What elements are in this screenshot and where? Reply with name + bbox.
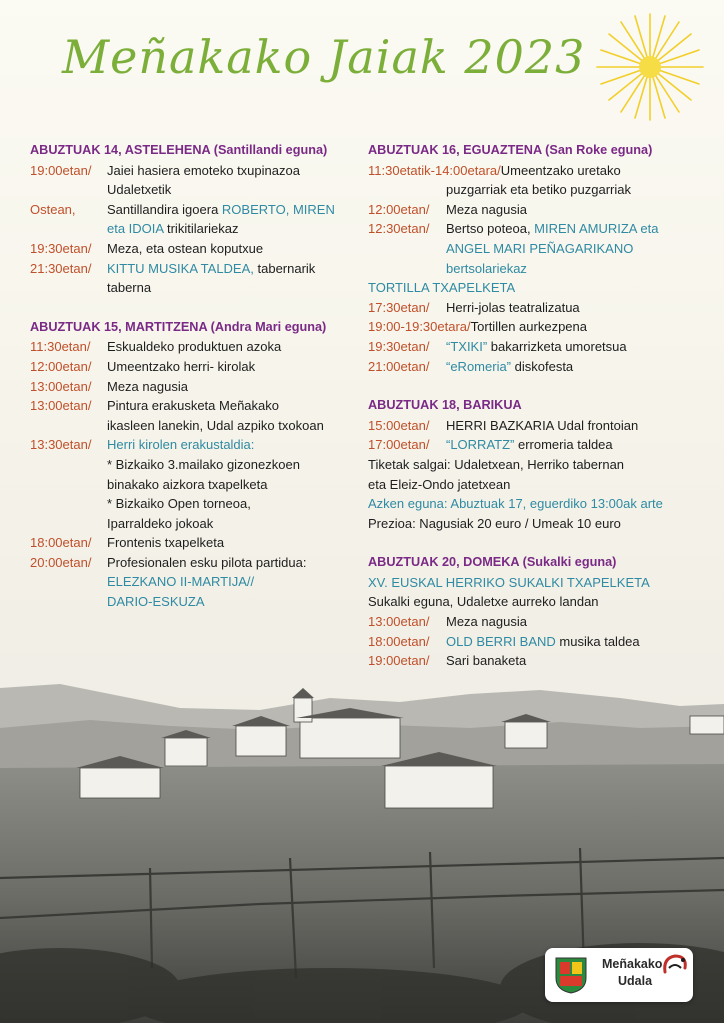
day-header-18: ABUZTUAK 18, BARIKUA bbox=[368, 398, 522, 413]
event-time: 12:30etan/ bbox=[368, 221, 430, 237]
event-row bbox=[30, 377, 360, 397]
event-desc: OLD BERRI BAND musika taldea bbox=[446, 633, 640, 649]
event-row bbox=[368, 337, 713, 357]
event-desc: Frontenis txapelketa bbox=[107, 535, 225, 551]
event-row bbox=[368, 612, 713, 632]
event-time: 13:00etan/ bbox=[30, 398, 92, 414]
event-row bbox=[368, 317, 713, 337]
event-desc: Profesionalen esku pilota partidua: bbox=[107, 554, 307, 570]
event-subheading: XV. EUSKAL HERRIKO SUKALKI TXAPELKETA bbox=[368, 574, 650, 590]
event-row bbox=[30, 259, 360, 279]
event-desc: Sari banaketa bbox=[446, 653, 527, 669]
event-row bbox=[30, 396, 360, 416]
program-left-column bbox=[30, 141, 360, 612]
event-desc-cont: taberna bbox=[107, 280, 152, 296]
event-desc-cont: bertsolariekaz bbox=[446, 260, 527, 276]
ticket-deadline: Azken eguna: Abuztuak 17, eguerdiko 13:00ak arte bbox=[368, 496, 663, 512]
event-row bbox=[30, 161, 360, 181]
event-desc: Meza nagusia bbox=[446, 614, 527, 630]
event-desc-cont: ANGEL MARI PEÑAGARIKANO bbox=[446, 240, 634, 256]
event-desc-cont: DARIO-ESKUZA bbox=[107, 594, 205, 610]
ticket-price: Prezioa: Nagusiak 20 euro / Umeak 10 euro bbox=[368, 515, 621, 531]
event-time: 21:00etan/ bbox=[368, 358, 430, 374]
event-desc: Umeentzako herri- kirolak bbox=[107, 358, 256, 374]
event-time: 18:00etan/ bbox=[368, 633, 430, 649]
event-row bbox=[368, 161, 713, 181]
event-desc: Umeentzako uretako bbox=[500, 162, 621, 178]
event-time: 12:00etan/ bbox=[30, 358, 92, 374]
event-row bbox=[368, 632, 713, 652]
event-desc: “LORRATZ” erromeria taldea bbox=[446, 437, 613, 453]
event-time: 19:00etan/ bbox=[30, 162, 92, 178]
shield-icon bbox=[554, 956, 588, 994]
event-row bbox=[368, 298, 713, 318]
event-time: 13:00etan/ bbox=[368, 614, 430, 630]
event-desc: Herri kirolen erakustaldia: bbox=[107, 437, 255, 453]
event-row bbox=[30, 357, 360, 377]
poster-title: Meñakako Jaiak 2023 bbox=[62, 30, 586, 84]
logo-name: Meñakako bbox=[602, 957, 663, 971]
day-header-16: ABUZTUAK 16, EGUAZTENA (San Roke eguna) bbox=[368, 143, 653, 157]
event-desc-cont: Iparraldeko jokoak bbox=[107, 515, 214, 531]
event-desc: Santillandira igoera ROBERTO, MIREN bbox=[107, 201, 335, 217]
event-time: 19:30etan/ bbox=[30, 240, 92, 256]
event-desc-cont: ikasleen lanekin, Udal azpiko txokoan bbox=[107, 417, 324, 433]
event-row bbox=[368, 219, 713, 239]
event-time: 11:30etan/ bbox=[30, 339, 91, 355]
event-time: 19:00-19:30etara/ bbox=[368, 319, 471, 335]
event-time: 17:30etan/ bbox=[368, 299, 430, 315]
logo-subtitle: Udala bbox=[618, 974, 653, 988]
day-header-15: ABUZTUAK 15, MARTITZENA (Andra Mari eguna) bbox=[30, 319, 327, 334]
program-right-column bbox=[368, 141, 713, 671]
event-row bbox=[368, 435, 713, 455]
event-desc-cont: * Bizkaiko Open torneoa, bbox=[107, 496, 251, 512]
event-time: 19:00etan/ bbox=[368, 653, 430, 669]
event-desc: Meza nagusia bbox=[446, 201, 527, 217]
event-row bbox=[30, 337, 360, 357]
day-header-20: ABUZTUAK 20, DOMEKA (Sukalki eguna) bbox=[368, 555, 617, 570]
event-row bbox=[368, 416, 713, 436]
event-time: 21:30etan/ bbox=[30, 260, 92, 276]
event-time: 12:00etan/ bbox=[368, 201, 430, 217]
event-desc: HERRI BAZKARIA Udal frontoian bbox=[446, 417, 639, 433]
event-row bbox=[368, 200, 713, 220]
event-time: 19:30etan/ bbox=[368, 338, 430, 354]
municipality-logo bbox=[545, 948, 693, 1002]
event-desc: KITTU MUSIKA TALDEA, tabernarik bbox=[107, 260, 316, 276]
event-row bbox=[368, 357, 713, 377]
event-row bbox=[30, 553, 360, 573]
event-desc: Jaiei hasiera emoteko txupinazoa bbox=[107, 162, 300, 178]
event-desc: Meza, eta ostean koputxue bbox=[107, 240, 264, 256]
event-time: 15:00etan/ bbox=[368, 417, 430, 433]
event-time: 11:30etatik-14:00etara/ bbox=[368, 162, 501, 178]
event-time: 13:00etan/ bbox=[30, 378, 92, 394]
event-time: Ostean, bbox=[30, 201, 76, 217]
event-desc-cont: * Bizkaiko 3.mailako gizonezkoen bbox=[107, 456, 300, 472]
event-desc: Meza nagusia bbox=[107, 378, 188, 394]
event-desc-cont: binakako aizkora txapelketa bbox=[107, 476, 268, 492]
event-desc: “eRomeria” diskofesta bbox=[446, 358, 574, 374]
event-desc-cont: Udaletxetik bbox=[107, 182, 172, 198]
event-desc-cont: ELEZKANO II-MARTIJA// bbox=[107, 574, 255, 590]
event-row bbox=[30, 200, 360, 220]
event-time: 17:00etan/ bbox=[368, 437, 430, 453]
event-desc: Sukalki eguna, Udaletxe aurreko landan bbox=[368, 594, 599, 610]
bird-logo-icon bbox=[661, 952, 689, 978]
event-desc: Eskualdeko produktuen azoka bbox=[107, 339, 282, 355]
event-time: 13:30etan/ bbox=[30, 437, 92, 453]
event-desc: “TXIKI” bakarrizketa umoretsua bbox=[446, 338, 627, 354]
event-desc: Herri-jolas teatralizatua bbox=[446, 299, 580, 315]
event-time: 18:00etan/ bbox=[30, 535, 92, 551]
event-desc: Bertso poteoa, MIREN AMURIZA eta bbox=[446, 221, 659, 237]
event-row bbox=[30, 239, 360, 259]
event-desc: Tortillen aurkezpena bbox=[470, 319, 587, 335]
event-desc-cont: puzgarriak eta betiko puzgarriak bbox=[446, 182, 631, 198]
event-desc-cont: eta IDOIA trikitilariekaz bbox=[107, 221, 239, 237]
event-row bbox=[30, 533, 360, 553]
ticket-info: eta Eleiz-Ondo jatetxean bbox=[368, 476, 511, 492]
sun-icon bbox=[595, 12, 705, 122]
event-time: 20:00etan/ bbox=[30, 554, 92, 570]
day-header-14: ABUZTUAK 14, ASTELEHENA (Santillandi eguna) bbox=[30, 143, 328, 157]
event-row bbox=[30, 435, 360, 455]
event-desc: Pintura erakusketa Meñakako bbox=[107, 398, 279, 414]
ticket-info: Tiketak salgai: Udaletxean, Herriko tabernan bbox=[368, 456, 625, 472]
event-subheading: TORTILLA TXAPELKETA bbox=[368, 280, 516, 296]
